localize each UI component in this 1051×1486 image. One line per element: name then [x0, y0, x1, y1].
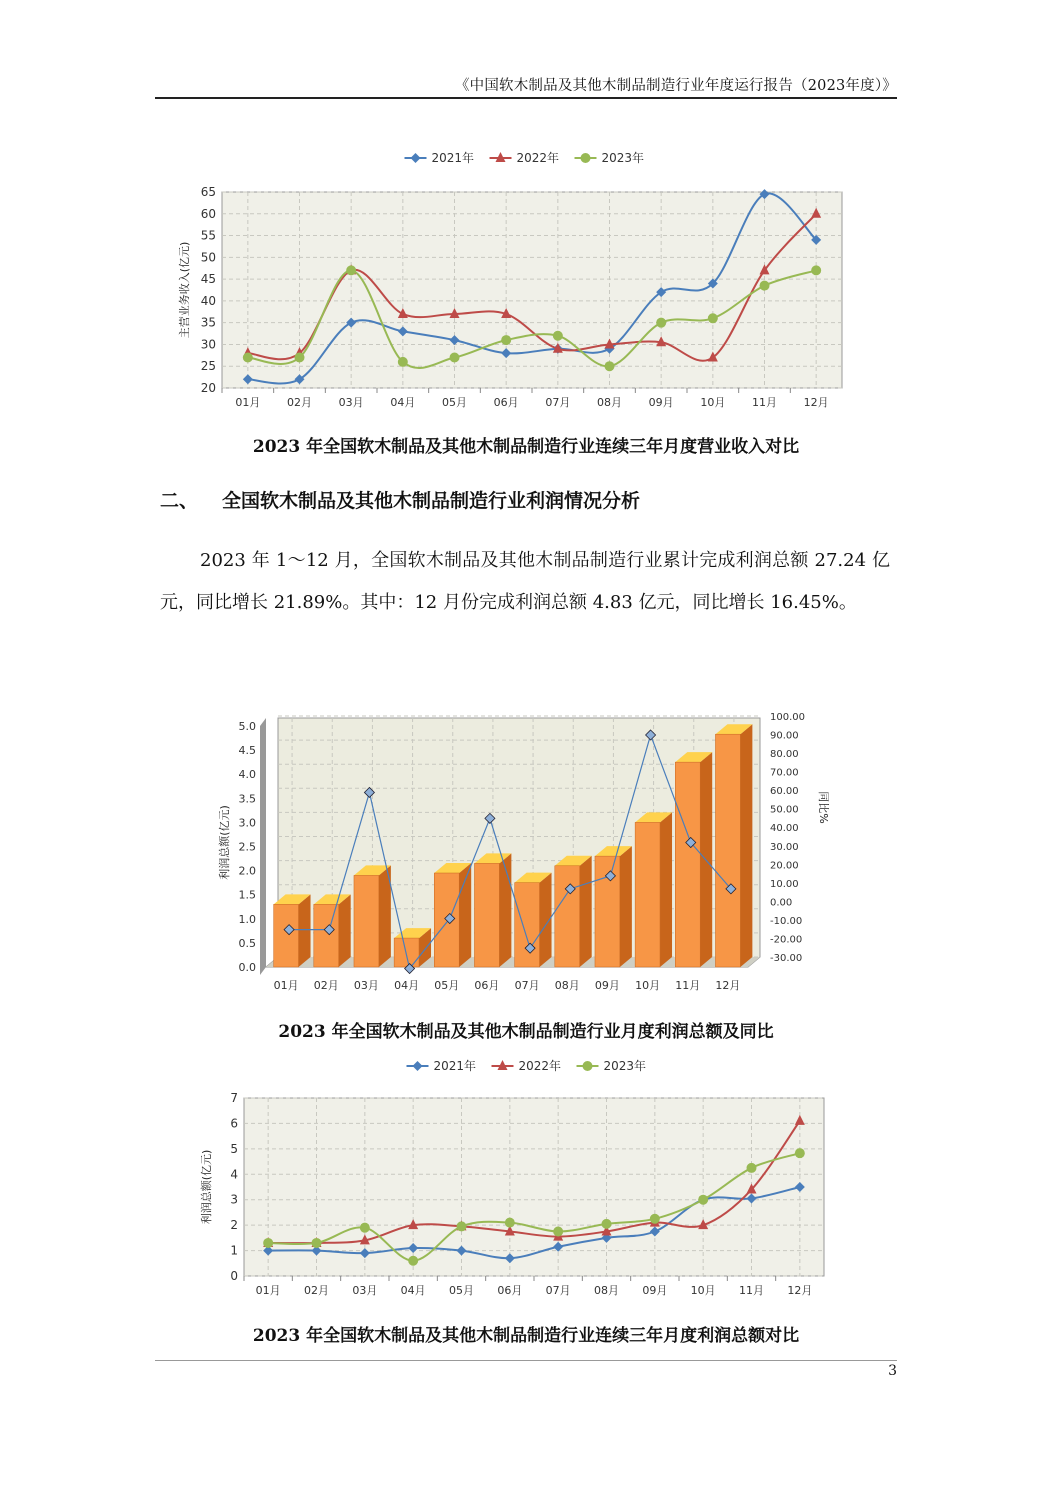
y-right-tick-label: 100.00 — [770, 712, 805, 723]
y-tick-label: 50 — [200, 250, 216, 265]
data-point — [553, 1227, 563, 1237]
y-left-tick-label: 5.0 — [238, 720, 256, 733]
y-tick-label: 30 — [200, 337, 216, 352]
x-tick-label: 03月 — [338, 396, 364, 409]
y-tick-label: 3 — [230, 1192, 238, 1207]
y-right-tick-label: 40.00 — [770, 823, 799, 835]
x-tick-label: 11月 — [675, 979, 701, 992]
y-right-tick-label: 60.00 — [770, 786, 799, 798]
x-tick-label: 01月 — [255, 1284, 281, 1297]
y-tick-label: 45 — [200, 272, 216, 287]
data-point — [602, 1219, 612, 1229]
data-point — [747, 1163, 757, 1173]
y-left-tick-label: 2.5 — [238, 840, 256, 854]
x-tick-label: 08月 — [554, 979, 580, 992]
legend-label: 2021年 — [433, 1059, 477, 1073]
y-tick-label: 6 — [230, 1116, 238, 1131]
y-tick-label: 60 — [200, 206, 216, 221]
y-right-tick-label: 10.00 — [770, 878, 799, 890]
running-header: 《中国软木制品及其他木制品制造行业年度运行报告（2023年度）》 — [454, 78, 897, 94]
x-tick-label: 10月 — [700, 396, 726, 409]
y-tick-label: 25 — [200, 359, 216, 374]
data-point — [408, 1256, 418, 1266]
x-tick-label: 06月 — [497, 1284, 523, 1297]
section-number: 二、 — [160, 490, 199, 512]
data-point — [505, 1218, 515, 1228]
x-tick-label: 07月 — [514, 979, 540, 992]
x-tick-label: 07月 — [545, 1284, 571, 1297]
y-tick-label: 2 — [230, 1218, 238, 1233]
y-tick-label: 5 — [230, 1141, 238, 1156]
y-tick-label: 7 — [230, 1091, 238, 1105]
section-title: 全国软木制品及其他木制品制造行业利润情况分析 — [222, 490, 641, 512]
x-tick-label: 09月 — [642, 1284, 668, 1297]
legend-marker — [583, 1061, 593, 1071]
y-tick-label: 20 — [200, 381, 216, 395]
paragraph-text: 2023 年 1～12 月，全国软木制品及其他木制品制造行业累计完成利润总额 27.24 亿元，同比增长 21.89%。其中：12 月份完成利润总额 4.83 亿元，同比增长 16.45%。 — [160, 550, 890, 613]
x-tick-label: 11月 — [752, 396, 777, 409]
data-point — [312, 1238, 322, 1248]
y-right-tick-label: 90.00 — [770, 730, 799, 742]
x-tick-label: 02月 — [304, 1284, 329, 1297]
y-right-tick-label: -30.00 — [770, 953, 803, 964]
y-left-tick-label: 3.0 — [238, 816, 256, 830]
x-tick-label: 09月 — [648, 396, 674, 409]
page-number: 3 — [888, 1363, 897, 1379]
y-left-tick-label: 0.5 — [238, 936, 256, 950]
y-right-tick-label: 30.00 — [770, 841, 799, 853]
x-tick-label: 05月 — [434, 979, 460, 992]
y-right-tick-label: 0.00 — [770, 897, 793, 909]
data-point — [650, 1214, 660, 1224]
y-left-tick-label: 1.0 — [238, 912, 256, 926]
y-left-tick-label: 0.0 — [238, 961, 256, 974]
x-tick-label: 08月 — [597, 396, 622, 409]
x-tick-label: 02月 — [287, 396, 312, 409]
legend-label: 2023年 — [601, 151, 645, 165]
y-left-tick-label: 4.0 — [238, 768, 256, 782]
x-tick-label: 01月 — [273, 979, 299, 992]
legend-label: 2022年 — [518, 1059, 562, 1073]
legend-label: 2021年 — [431, 151, 475, 165]
y-right-tick-label: -10.00 — [770, 915, 803, 927]
x-tick-label: 04月 — [390, 396, 416, 409]
x-tick-label: 09月 — [594, 979, 620, 992]
x-tick-label: 04月 — [400, 1284, 426, 1297]
x-tick-label: 01月 — [235, 396, 261, 409]
y-tick-label: 4 — [230, 1167, 238, 1182]
data-point — [698, 1195, 708, 1205]
y-tick-label: 65 — [200, 185, 216, 199]
chart2-caption: 2023 年全国软木制品及其他木制品制造行业月度利润总额及同比 — [278, 1022, 774, 1042]
plot-area — [244, 1098, 824, 1276]
chart3-caption: 2023 年全国软木制品及其他木制品制造行业连续三年月度利润总额对比 — [252, 1326, 800, 1346]
data-point — [795, 1148, 805, 1158]
y-tick-label: 40 — [200, 293, 216, 308]
y-tick-label: 0 — [230, 1269, 238, 1283]
x-tick-label: 02月 — [313, 979, 339, 992]
y-axis-label: 利润总额(亿元) — [200, 1149, 213, 1225]
x-tick-label: 12月 — [715, 979, 741, 992]
y-right-axis-label: 同比% — [817, 791, 830, 824]
y-left-tick-label: 1.5 — [238, 888, 256, 902]
y-axis-label: 主营业务收入(亿元) — [178, 241, 191, 339]
y-right-tick-label: 70.00 — [770, 767, 799, 779]
x-tick-label: 08月 — [594, 1284, 619, 1297]
legend-label: 2022年 — [516, 151, 560, 165]
x-tick-label: 12月 — [803, 396, 829, 409]
x-tick-label: 10月 — [635, 979, 661, 992]
y-left-tick-label: 4.5 — [238, 744, 256, 758]
data-point — [360, 1223, 370, 1233]
chart1-caption: 2023 年全国软木制品及其他木制品制造行业连续三年月度营业收入对比 — [252, 437, 800, 457]
x-tick-label: 07月 — [545, 396, 571, 409]
y-right-tick-label: 50.00 — [770, 804, 799, 816]
x-tick-label: 05月 — [449, 1284, 474, 1297]
y-right-tick-label: -20.00 — [770, 934, 803, 946]
y-right-tick-label: 80.00 — [770, 749, 799, 761]
y-tick-label: 1 — [230, 1243, 238, 1258]
legend-label: 2023年 — [603, 1059, 647, 1073]
footer-rule — [155, 1360, 897, 1361]
x-tick-label: 06月 — [474, 979, 500, 992]
y-right-tick-label: 20.00 — [770, 860, 799, 872]
y-tick-label: 55 — [200, 228, 216, 243]
data-point — [457, 1221, 467, 1231]
x-tick-label: 03月 — [353, 979, 379, 992]
x-tick-label: 05月 — [442, 396, 467, 409]
data-point — [263, 1238, 273, 1248]
x-tick-label: 04月 — [394, 979, 420, 992]
y-left-tick-label: 2.0 — [238, 864, 256, 878]
x-tick-label: 10月 — [690, 1284, 716, 1297]
x-tick-label: 11月 — [739, 1284, 764, 1297]
y-left-axis-label: 利润总额(亿元) — [218, 805, 231, 880]
y-left-tick-label: 3.5 — [238, 792, 256, 806]
legend-marker — [413, 1061, 423, 1071]
y-tick-label: 35 — [200, 315, 216, 330]
x-tick-label: 03月 — [352, 1284, 378, 1297]
x-tick-label: 06月 — [493, 396, 519, 409]
x-tick-label: 12月 — [787, 1284, 813, 1297]
